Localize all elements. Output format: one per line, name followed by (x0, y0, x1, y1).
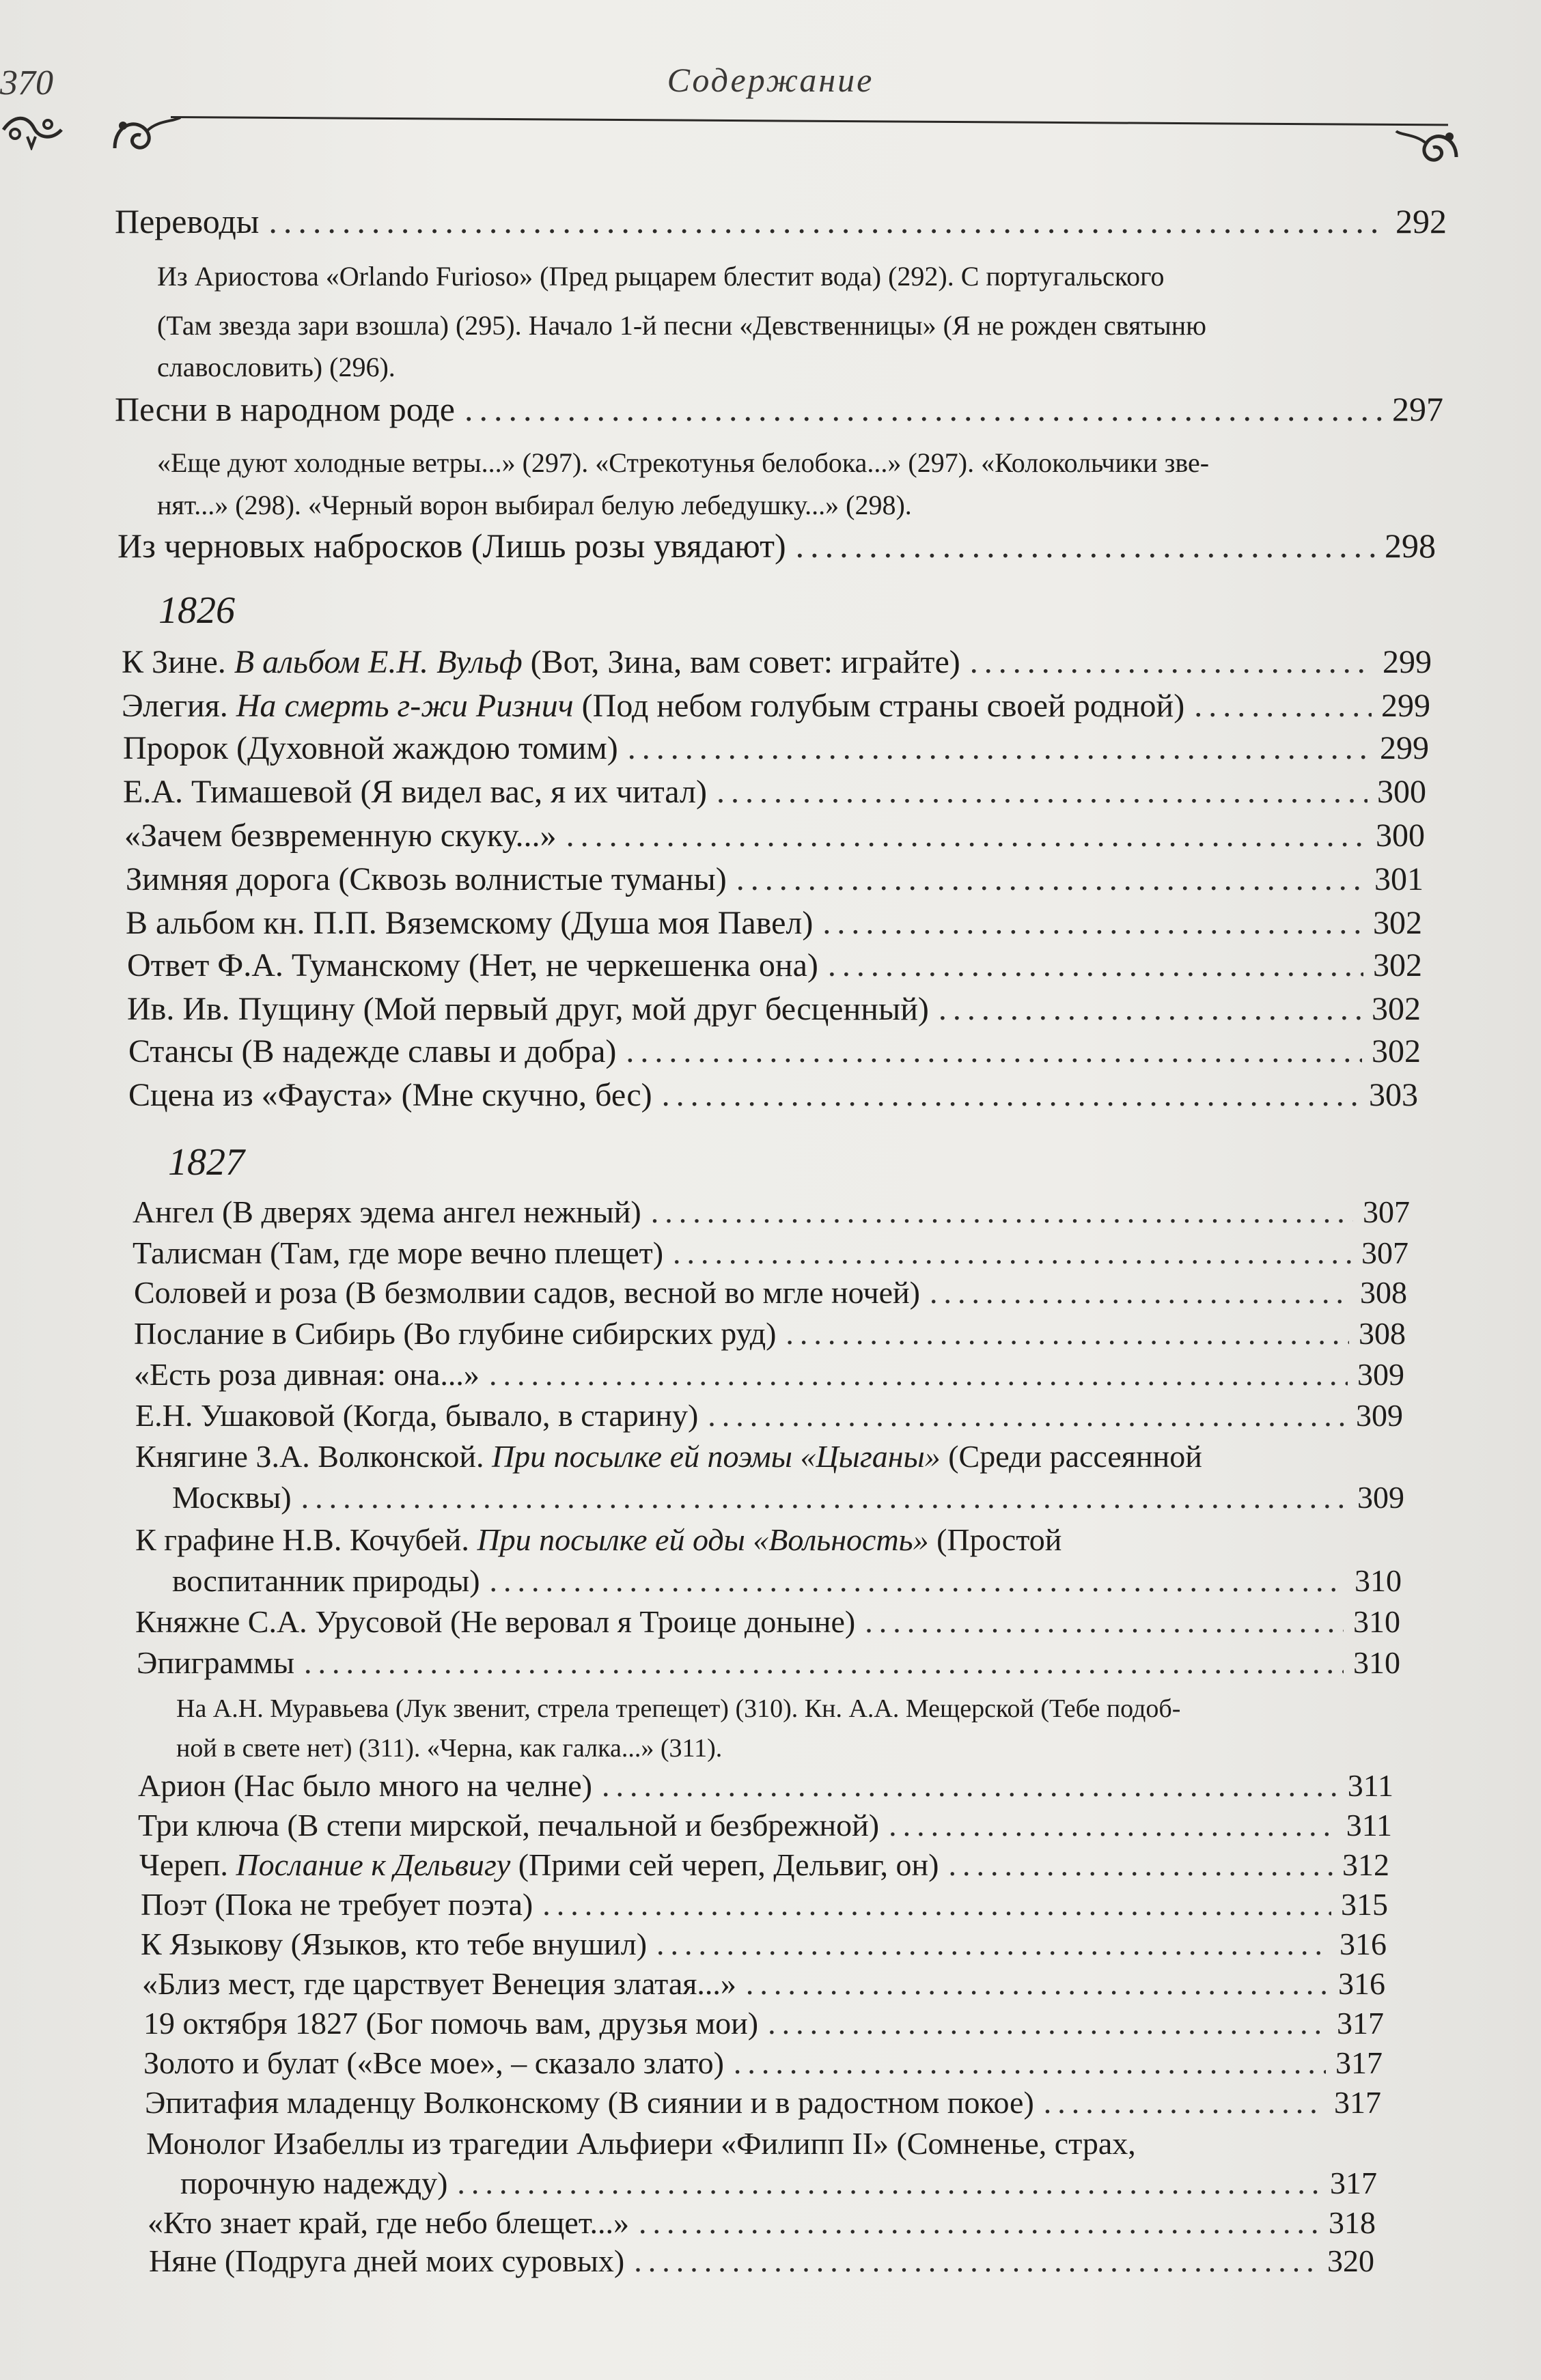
leader-dots (542, 1886, 1331, 1922)
toc-entry (135, 1604, 1400, 1640)
entry-page: 298 (1385, 527, 1436, 565)
leader-dots (464, 389, 1383, 429)
entry-title: Три ключа (В степи мирской, печальной и безбрежной) (138, 1808, 880, 1843)
entry-title-continuation: порочную надежду) (180, 2166, 448, 2200)
leader-dots (1194, 687, 1372, 725)
entry-page: 292 (1396, 202, 1447, 240)
entry-title-first-line: Княгине З.А. Волконской. При посылке ей поэмы «Цыганы» (Среди рассеянной (135, 1439, 1202, 1474)
leader-dots (865, 1604, 1344, 1640)
entry-page: 317 (1330, 2166, 1377, 2200)
sub-entry-line: Из Ариостова «Orlando Furioso» (Пред рыцарем блестит вода) (292). С португальского (157, 261, 1165, 292)
entry-title: «Зачем безвременную скуку...» (124, 817, 557, 854)
sub-entry-line: славословить) (296). (157, 352, 395, 382)
entry-page: 316 (1338, 1966, 1385, 2001)
entry-title: Арион (Нас было много на челне) (138, 1768, 592, 1803)
entry-title: Зимняя дорога (Сквозь волнистые туманы) (126, 861, 727, 897)
toc-entry (172, 1479, 1404, 1515)
toc-entry (148, 2204, 1376, 2241)
leader-dots (566, 817, 1366, 854)
page-number: 370 (0, 64, 53, 102)
entry-title: Череп. Послание к Дельвигу (Прими сей череп, Дельвиг, он) (139, 1847, 939, 1882)
entry-page: 299 (1383, 644, 1432, 680)
entry-title: К Зине. В альбом Е.Н. Вульф (Вот, Зина, вам совет: играйте) (122, 644, 960, 680)
leader-dots (673, 1235, 1352, 1271)
entry-page: 299 (1380, 730, 1429, 766)
entry-title: В альбом кн. П.П. Вяземскому (Душа моя Павел) (126, 905, 814, 941)
entry-page: 309 (1356, 1398, 1403, 1433)
toc-entry (128, 1033, 1421, 1070)
entry-title: Переводы (115, 202, 260, 240)
sub-entry-line: нят...» (298). «Черный ворон выбирал белую лебедушку...» (298). (157, 490, 912, 520)
leader-dots (768, 2005, 1327, 2041)
toc-entry (133, 1194, 1410, 1230)
leader-dots (602, 1767, 1338, 1804)
leader-dots (457, 2165, 1320, 2201)
entry-page: 309 (1357, 1480, 1404, 1515)
leader-dots (634, 2243, 1318, 2279)
leader-dots (822, 904, 1363, 942)
entry-page: 317 (1337, 2006, 1384, 2041)
entry-title: Послание в Сибирь (Во глубине сибирских руд) (134, 1316, 777, 1351)
leader-dots (628, 729, 1370, 767)
entry-title: Ангел (В дверях эдема ангел нежный) (133, 1194, 641, 1229)
entry-title: Няне (Подруга дней моих суровых) (149, 2243, 625, 2278)
toc-entry (126, 904, 1422, 942)
entry-page: 301 (1374, 861, 1424, 897)
entry-title: Е.А. Тимашевой (Я видел вас, я их читал) (123, 774, 707, 810)
toc-entry (145, 2084, 1381, 2120)
toc-entry (143, 2005, 1384, 2041)
leader-dots (1044, 2084, 1324, 2120)
entry-page: 312 (1342, 1847, 1389, 1882)
leader-dots (736, 860, 1365, 898)
entry-title: Эпитафия младенцу Волконскому (В сиянии и в радостном покое) (145, 2085, 1034, 2120)
toc-entry (115, 201, 1447, 241)
entry-title-continuation: Москвы) (172, 1480, 292, 1515)
leader-dots (930, 1274, 1350, 1311)
entry-title: Из черновых набросков (Лишь розы увядают) (117, 527, 786, 565)
sub-entry-line: На А.Н. Муравьева (Лук звенит, стрела трепещет) (310). Кн. А.А. Мещерской (Тебе подоб- (176, 1694, 1181, 1723)
toc-entry (143, 2045, 1383, 2081)
leader-dots (662, 1076, 1359, 1114)
leader-dots (796, 526, 1375, 565)
leader-dots (708, 1397, 1346, 1433)
toc-entry (128, 1076, 1418, 1114)
toc-entry (134, 1315, 1406, 1352)
entry-page: 302 (1373, 905, 1422, 941)
entry-page: 315 (1341, 1887, 1388, 1922)
entry-page: 311 (1347, 1768, 1393, 1803)
entry-title: Талисман (Там, где море вечно плещет) (133, 1235, 664, 1270)
toc-entry (122, 687, 1430, 725)
toc-entry (134, 1274, 1407, 1311)
sub-entry-line: «Еще дуют холодные ветры...» (297). «Стрекотунья белобока...» (297). «Колокольчики зве- (157, 447, 1210, 478)
toc-entry (122, 643, 1432, 681)
leader-dots (656, 1926, 1330, 1962)
entry-page: 320 (1327, 2243, 1374, 2278)
sub-entry-line: ной в свете нет) (311). «Черна, как галка...» (311). (176, 1734, 723, 1763)
toc-entry (180, 2165, 1377, 2201)
entry-page: 316 (1339, 1927, 1387, 1961)
entry-page: 300 (1377, 774, 1426, 810)
toc-entry (123, 773, 1426, 811)
leader-dots (626, 1033, 1362, 1070)
toc-entry (142, 1965, 1385, 2002)
toc-entry (123, 729, 1429, 767)
entry-title: Элегия. На смерть г-жи Ризнич (Под небом голубым страны своей родной) (122, 688, 1185, 724)
entry-title: «Есть роза дивная: она...» (134, 1357, 480, 1392)
entry-title-first-line: Монолог Изабеллы из трагедии Альфиери «Филипп II» (Сомненье, страх, (146, 2126, 1136, 2161)
year-heading-1826: 1826 (158, 589, 235, 632)
entry-title: Ив. Ив. Пущину (Мой первый друг, мой друг бесценный) (127, 991, 929, 1027)
toc-entry (124, 817, 1425, 854)
entry-page: 299 (1381, 688, 1430, 724)
entry-page: 307 (1363, 1194, 1410, 1229)
leader-dots (490, 1563, 1345, 1599)
entry-page: 308 (1360, 1275, 1407, 1310)
entry-page: 302 (1372, 991, 1421, 1027)
entry-page: 311 (1346, 1808, 1392, 1843)
entry-page: 303 (1369, 1077, 1418, 1113)
entry-page: 318 (1329, 2205, 1376, 2240)
leader-dots (268, 201, 1386, 241)
toc-entry (141, 1926, 1387, 1962)
toc-entry (127, 947, 1422, 984)
leader-dots (651, 1194, 1353, 1230)
entry-title: Пророк (Духовной жаждою томим) (123, 730, 618, 766)
toc-entry (138, 1767, 1393, 1804)
toc-entry (149, 2243, 1374, 2279)
entry-page: 309 (1357, 1357, 1404, 1392)
entry-title: «Близ мест, где царствует Венеция златая...» (142, 1966, 736, 2001)
leader-dots (970, 643, 1373, 681)
leader-dots (828, 947, 1363, 984)
toc-entry (138, 1807, 1392, 1843)
toc-entry (127, 990, 1421, 1028)
running-head: Содержание (667, 61, 874, 99)
year-heading-1827: 1827 (168, 1141, 245, 1184)
entry-title: Песни в народном роде (115, 390, 455, 428)
entry-title-continuation: воспитанник природы) (172, 1563, 480, 1598)
entry-title-first-line: К графине Н.В. Кочубей. При посылке ей оды «Вольность» (Простой (135, 1522, 1062, 1557)
leader-dots (717, 773, 1368, 811)
leader-dots (489, 1356, 1348, 1392)
entry-title: Поэт (Пока не требует поэта) (141, 1887, 533, 1922)
leader-dots (939, 990, 1362, 1028)
entry-title: Золото и булат («Все мое», – сказало злато) (143, 2045, 724, 2080)
sub-entry-line: (Там звезда зари взошла) (295). Начало 1-й песни «Девственницы» (Я не рожден святыню (157, 310, 1207, 341)
entry-page: 302 (1372, 1033, 1421, 1069)
toc-entry (115, 389, 1443, 429)
entry-title: «Кто знает край, где небо блещет...» (148, 2205, 629, 2240)
entry-page: 297 (1392, 390, 1443, 428)
entry-title: К Языкову (Языков, кто тебе внушил) (141, 1927, 648, 1961)
entry-title: 19 октября 1827 (Бог помочь вам, друзья мои) (143, 2006, 759, 2041)
toc-entry (134, 1356, 1404, 1392)
toc-entry (135, 1397, 1403, 1433)
entry-page: 308 (1359, 1316, 1406, 1351)
entry-title: Стансы (В надежде славы и добра) (128, 1033, 617, 1069)
toc-entry (141, 1886, 1388, 1922)
toc-entry (117, 526, 1436, 565)
toc-entry (126, 860, 1424, 898)
entry-page: 310 (1353, 1645, 1400, 1680)
leader-dots (639, 2204, 1319, 2241)
leader-dots (889, 1807, 1337, 1843)
leader-dots (734, 2045, 1326, 2081)
toc-entry (137, 1644, 1400, 1681)
entry-page: 302 (1373, 947, 1422, 983)
leader-dots (786, 1315, 1349, 1352)
entry-title: Княжне С.А. Урусовой (Не веровал я Троице доныне) (135, 1604, 856, 1639)
entry-page: 300 (1376, 817, 1425, 854)
entry-title: Сцена из «Фауста» (Мне скучно, бес) (128, 1077, 652, 1113)
entry-page: 310 (1355, 1563, 1402, 1598)
entry-title: Ответ Ф.А. Туманскому (Нет, не черкешенка она) (127, 947, 818, 983)
leader-dots (746, 1965, 1329, 2002)
leader-dots (304, 1644, 1344, 1681)
entry-title: Эпиграммы (137, 1645, 295, 1680)
entry-page: 310 (1353, 1604, 1400, 1639)
entry-title: Е.Н. Ушаковой (Когда, бывало, в старину) (135, 1398, 699, 1433)
toc-entry (172, 1563, 1402, 1599)
entry-page: 307 (1361, 1235, 1408, 1270)
entry-page: 317 (1335, 2045, 1383, 2080)
leader-dots (301, 1479, 1348, 1515)
toc-entry (133, 1235, 1408, 1271)
leader-dots (948, 1847, 1333, 1883)
entry-page: 317 (1334, 2085, 1381, 2120)
toc-entry (139, 1847, 1389, 1883)
entry-title: Соловей и роза (В безмолвии садов, весной во мгле ночей) (134, 1275, 920, 1310)
